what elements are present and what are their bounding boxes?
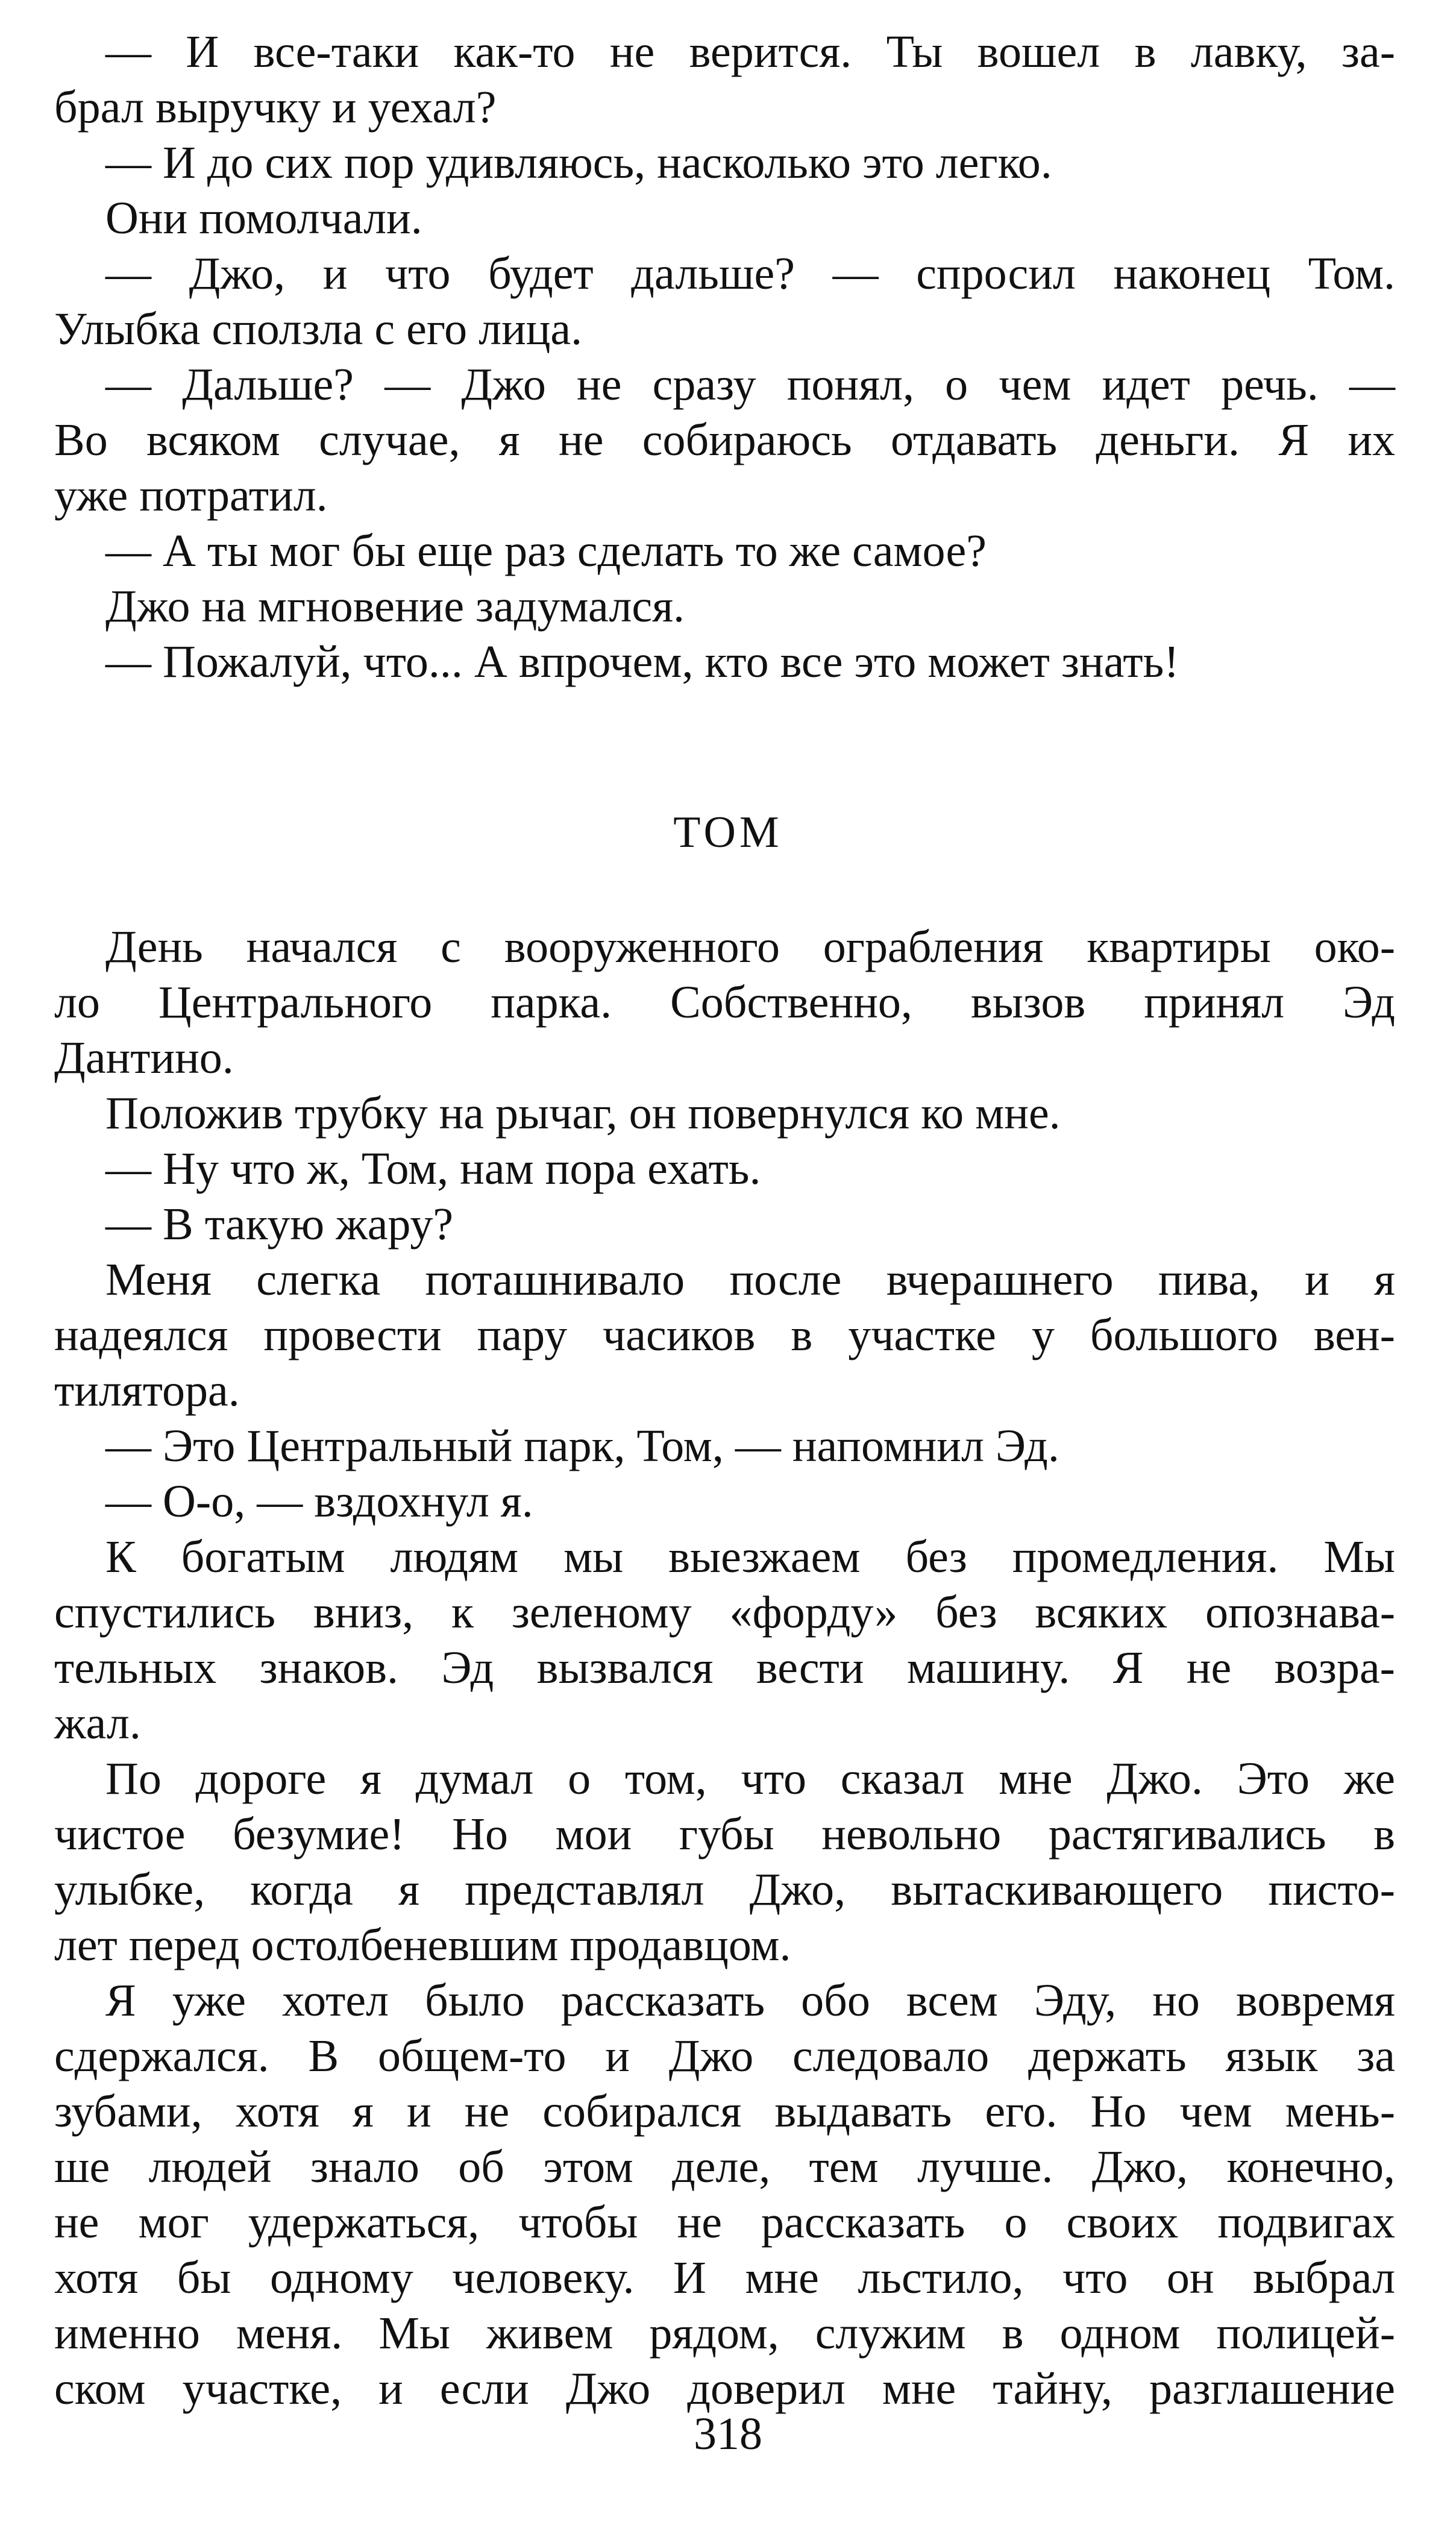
text-line: Я уже хотел было рассказать обо всем Эду, но вовремя [105, 1975, 1395, 2026]
text-line: Дантино. [54, 1033, 234, 1083]
text-line: По дороге я думал о том, что сказал мне Джо. Это же [105, 1753, 1395, 1804]
text-line: Джо на мгновение задумался. [105, 581, 685, 632]
text-line: уже потратил. [54, 470, 328, 521]
text-line: — Дальше? — Джо не сразу понял, о чем идет речь. — [105, 359, 1395, 410]
text-block-chapter [54, 919, 1395, 2416]
text-line: улыбке, когда я представлял Джо, вытаскивающего писто- [54, 1864, 1395, 1915]
text-line: жал. [54, 1698, 141, 1749]
text-line: Во всяком случае, я не собираюсь отдавать деньги. Я их [54, 415, 1395, 465]
text-line: зубами, хотя я и не собирался выдавать его. Но чем мень- [54, 2086, 1395, 2137]
text-line: чистое безумие! Но мои губы невольно растягивались в [54, 1809, 1395, 1860]
text-line: спустились вниз, к зеленому «форду» без всяких опознава- [54, 1587, 1395, 1638]
page-number: 318 [694, 2409, 762, 2459]
text-line: — Это Центральный парк, Том, — напомнил Эд. [105, 1421, 1059, 1471]
text-line: — Джо, и что будет дальше? — спросил наконец Том. [105, 248, 1395, 299]
text-line: именно меня. Мы живем рядом, служим в одном полицей- [54, 2308, 1395, 2359]
text-line: Положив трубку на рычаг, он повернулся ко мне. [105, 1088, 1061, 1139]
text-line: Улыбка сползла с его лица. [54, 304, 583, 354]
text-line: тельных знаков. Эд вызвался вести машину. Я не возра- [54, 1643, 1395, 1693]
text-line: ском участке, и если Джо доверил мне тайну, разглашение [54, 2363, 1395, 2414]
text-line: Меня слегка поташнивало после вчерашнего пива, и я [105, 1254, 1395, 1305]
text-line: — И все-таки как-то не верится. Ты вошел в лавку, за- [105, 27, 1395, 77]
text-line: — Ну что ж, Том, нам пора ехать. [105, 1143, 761, 1194]
text-line: День начался с вооруженного ограбления квартиры око- [105, 922, 1395, 972]
text-line: — Пожалуй, что... А впрочем, кто все это может знать! [105, 637, 1179, 687]
text-line: лет перед остолбеневшим продавцом. [54, 1920, 791, 1970]
text-line: К богатым людям мы выезжаем без промедления. Мы [105, 1532, 1395, 1582]
text-line: хотя бы одному человеку. И мне льстило, что он выбрал [54, 2253, 1395, 2303]
text-line: — И до сих пор удивляюсь, насколько это легко. [105, 137, 1052, 188]
text-line: сдержался. В общем-то и Джо следовало держать язык за [54, 2031, 1395, 2081]
text-line: — О-о, — вздохнул я. [105, 1476, 533, 1527]
text-line: брал выручку и уехал? [54, 82, 497, 133]
text-line: тилятора. [54, 1365, 240, 1416]
text-line: ше людей знало об этом деле, тем лучше. Джо, конечно, [54, 2142, 1395, 2192]
text-line: ло Центрального парка. Собственно, вызов принял Эд [54, 977, 1395, 1028]
text-line: Они помолчали. [105, 193, 422, 244]
text-line: — В такую жару? [105, 1199, 454, 1250]
text-line: не мог удержаться, чтобы не рассказать о своих подвигах [54, 2197, 1395, 2248]
chapter-title: ТОМ [673, 808, 783, 857]
text-block-dialogue [54, 24, 1395, 690]
text-line: — А ты мог бы еще раз сделать то же самое? [105, 526, 987, 576]
text-line: надеялся провести пару часиков в участке у большого вен- [54, 1310, 1395, 1360]
